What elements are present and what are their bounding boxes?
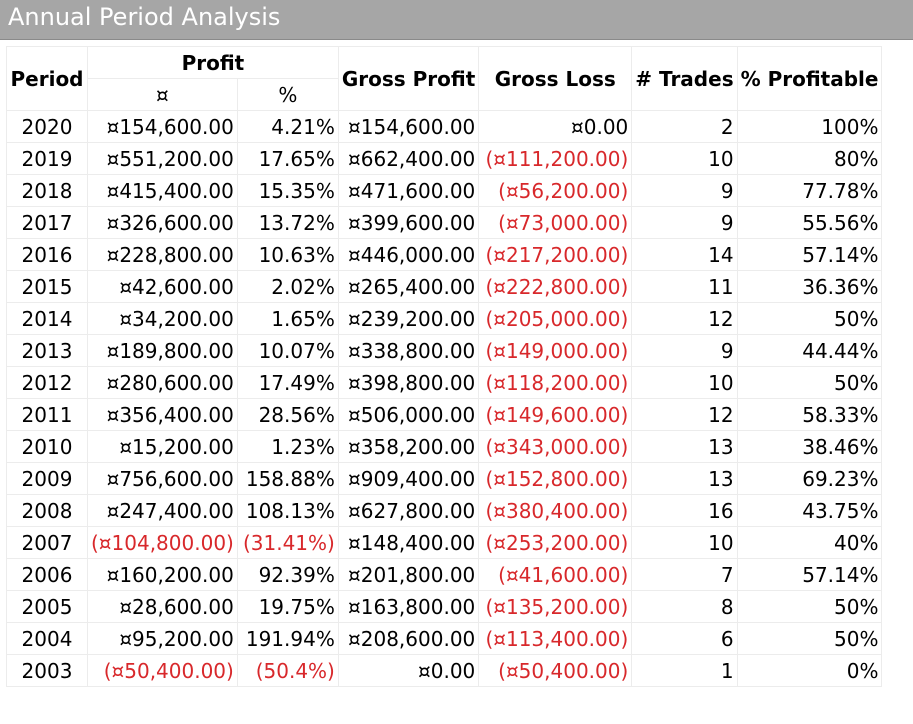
cell-gross-profit: ¤506,000.00 (338, 399, 478, 431)
cell-gross-loss: ¤0.00 (479, 111, 632, 143)
table-row (7, 175, 882, 207)
cell-trades: 10 (632, 143, 737, 175)
table-row (7, 655, 882, 687)
cell-profit-pct: 2.02% (237, 271, 338, 303)
cell-profit: ¤15,200.00 (88, 431, 238, 463)
table-row (7, 303, 882, 335)
cell-gross-profit: ¤163,800.00 (338, 591, 478, 623)
cell-period: 2009 (7, 463, 88, 495)
table-row (7, 399, 882, 431)
cell-gross-profit: ¤154,600.00 (338, 111, 478, 143)
cell-trades: 8 (632, 591, 737, 623)
cell-profit: ¤356,400.00 (88, 399, 238, 431)
cell-period: 2012 (7, 367, 88, 399)
cell-gross-loss: (¤149,600.00) (479, 399, 632, 431)
table-row (7, 495, 882, 527)
table-row (7, 207, 882, 239)
cell-period: 2004 (7, 623, 88, 655)
window-title: Annual Period Analysis (8, 3, 281, 31)
header-profit-currency: ¤ (88, 79, 238, 111)
cell-gross-loss: (¤111,200.00) (479, 143, 632, 175)
cell-profit-pct: (31.41%) (237, 527, 338, 559)
cell-period: 2013 (7, 335, 88, 367)
cell-profit-pct: 108.13% (237, 495, 338, 527)
cell-gross-loss: (¤380,400.00) (479, 495, 632, 527)
table-body (7, 111, 882, 687)
cell-gross-loss: (¤149,000.00) (479, 335, 632, 367)
table-row (7, 591, 882, 623)
header-gross-loss: Gross Loss (479, 47, 632, 111)
table-row (7, 367, 882, 399)
cell-profit-pct: 28.56% (237, 399, 338, 431)
cell-profit: ¤228,800.00 (88, 239, 238, 271)
cell-pct-profitable: 44.44% (737, 335, 882, 367)
table-row (7, 143, 882, 175)
cell-gross-profit: ¤399,600.00 (338, 207, 478, 239)
table-row (7, 111, 882, 143)
cell-profit: ¤280,600.00 (88, 367, 238, 399)
cell-gross-profit: ¤208,600.00 (338, 623, 478, 655)
cell-profit: ¤95,200.00 (88, 623, 238, 655)
cell-profit-pct: 4.21% (237, 111, 338, 143)
header-pct-profitable: % Profitable (737, 47, 882, 111)
cell-profit: ¤415,400.00 (88, 175, 238, 207)
cell-profit: ¤34,200.00 (88, 303, 238, 335)
cell-gross-profit: ¤0.00 (338, 655, 478, 687)
cell-profit: ¤154,600.00 (88, 111, 238, 143)
cell-pct-profitable: 0% (737, 655, 882, 687)
table-row (7, 463, 882, 495)
cell-pct-profitable: 100% (737, 111, 882, 143)
cell-profit-pct: 13.72% (237, 207, 338, 239)
cell-gross-profit: ¤239,200.00 (338, 303, 478, 335)
cell-trades: 13 (632, 431, 737, 463)
cell-profit-pct: 1.65% (237, 303, 338, 335)
cell-gross-loss: (¤253,200.00) (479, 527, 632, 559)
cell-period: 2017 (7, 207, 88, 239)
cell-profit-pct: 19.75% (237, 591, 338, 623)
cell-trades: 2 (632, 111, 737, 143)
cell-trades: 11 (632, 271, 737, 303)
cell-period: 2016 (7, 239, 88, 271)
cell-pct-profitable: 50% (737, 367, 882, 399)
cell-pct-profitable: 36.36% (737, 271, 882, 303)
cell-gross-profit: ¤446,000.00 (338, 239, 478, 271)
cell-pct-profitable: 57.14% (737, 239, 882, 271)
cell-profit: ¤326,600.00 (88, 207, 238, 239)
table-row (7, 559, 882, 591)
cell-trades: 9 (632, 335, 737, 367)
cell-gross-loss: (¤152,800.00) (479, 463, 632, 495)
cell-profit-pct: 10.63% (237, 239, 338, 271)
cell-gross-loss: (¤41,600.00) (479, 559, 632, 591)
header-period: Period (7, 47, 88, 111)
cell-gross-loss: (¤118,200.00) (479, 367, 632, 399)
table-row (7, 623, 882, 655)
cell-pct-profitable: 50% (737, 623, 882, 655)
cell-profit: ¤756,600.00 (88, 463, 238, 495)
cell-pct-profitable: 43.75% (737, 495, 882, 527)
cell-pct-profitable: 50% (737, 591, 882, 623)
cell-gross-profit: ¤148,400.00 (338, 527, 478, 559)
cell-period: 2019 (7, 143, 88, 175)
cell-period: 2003 (7, 655, 88, 687)
cell-gross-profit: ¤265,400.00 (338, 271, 478, 303)
cell-trades: 1 (632, 655, 737, 687)
cell-trades: 13 (632, 463, 737, 495)
cell-pct-profitable: 40% (737, 527, 882, 559)
cell-gross-profit: ¤471,600.00 (338, 175, 478, 207)
cell-gross-loss: (¤113,400.00) (479, 623, 632, 655)
cell-trades: 10 (632, 367, 737, 399)
cell-period: 2014 (7, 303, 88, 335)
cell-trades: 9 (632, 175, 737, 207)
cell-period: 2011 (7, 399, 88, 431)
cell-gross-loss: (¤217,200.00) (479, 239, 632, 271)
cell-period: 2018 (7, 175, 88, 207)
cell-profit: ¤189,800.00 (88, 335, 238, 367)
cell-trades: 14 (632, 239, 737, 271)
cell-period: 2007 (7, 527, 88, 559)
cell-profit-pct: 15.35% (237, 175, 338, 207)
cell-pct-profitable: 55.56% (737, 207, 882, 239)
annual-period-table (6, 46, 882, 687)
cell-profit-pct: 92.39% (237, 559, 338, 591)
cell-profit-pct: (50.4%) (237, 655, 338, 687)
cell-gross-loss: (¤50,400.00) (479, 655, 632, 687)
cell-pct-profitable: 77.78% (737, 175, 882, 207)
cell-profit: (¤104,800.00) (88, 527, 238, 559)
cell-profit-pct: 17.49% (237, 367, 338, 399)
cell-trades: 10 (632, 527, 737, 559)
cell-trades: 12 (632, 303, 737, 335)
cell-pct-profitable: 80% (737, 143, 882, 175)
cell-profit: ¤28,600.00 (88, 591, 238, 623)
cell-gross-profit: ¤338,800.00 (338, 335, 478, 367)
cell-gross-profit: ¤358,200.00 (338, 431, 478, 463)
cell-gross-loss: (¤73,000.00) (479, 207, 632, 239)
window-titlebar (0, 0, 913, 40)
cell-trades: 7 (632, 559, 737, 591)
cell-profit: ¤247,400.00 (88, 495, 238, 527)
cell-pct-profitable: 50% (737, 303, 882, 335)
table-row (7, 431, 882, 463)
cell-profit: ¤160,200.00 (88, 559, 238, 591)
cell-trades: 16 (632, 495, 737, 527)
cell-pct-profitable: 38.46% (737, 431, 882, 463)
cell-period: 2006 (7, 559, 88, 591)
cell-pct-profitable: 57.14% (737, 559, 882, 591)
cell-period: 2015 (7, 271, 88, 303)
cell-profit-pct: 191.94% (237, 623, 338, 655)
cell-gross-profit: ¤398,800.00 (338, 367, 478, 399)
cell-gross-loss: (¤222,800.00) (479, 271, 632, 303)
header-profit-pct: % (237, 79, 338, 111)
cell-gross-loss: (¤343,000.00) (479, 431, 632, 463)
cell-gross-loss: (¤205,000.00) (479, 303, 632, 335)
cell-profit-pct: 17.65% (237, 143, 338, 175)
cell-profit-pct: 158.88% (237, 463, 338, 495)
cell-profit-pct: 10.07% (237, 335, 338, 367)
cell-gross-profit: ¤201,800.00 (338, 559, 478, 591)
header-gross-profit: Gross Profit (338, 47, 478, 111)
cell-trades: 6 (632, 623, 737, 655)
header-trades: # Trades (632, 47, 737, 111)
cell-gross-profit: ¤627,800.00 (338, 495, 478, 527)
cell-period: 2010 (7, 431, 88, 463)
cell-pct-profitable: 58.33% (737, 399, 882, 431)
table-row (7, 239, 882, 271)
cell-profit: ¤42,600.00 (88, 271, 238, 303)
table-row (7, 527, 882, 559)
cell-trades: 9 (632, 207, 737, 239)
cell-gross-loss: (¤56,200.00) (479, 175, 632, 207)
header-profit: Profit (88, 47, 339, 79)
cell-trades: 12 (632, 399, 737, 431)
cell-gross-loss: (¤135,200.00) (479, 591, 632, 623)
table-row (7, 271, 882, 303)
cell-profit: (¤50,400.00) (88, 655, 238, 687)
cell-period: 2008 (7, 495, 88, 527)
cell-pct-profitable: 69.23% (737, 463, 882, 495)
cell-profit-pct: 1.23% (237, 431, 338, 463)
cell-gross-profit: ¤662,400.00 (338, 143, 478, 175)
cell-gross-profit: ¤909,400.00 (338, 463, 478, 495)
cell-period: 2005 (7, 591, 88, 623)
cell-period: 2020 (7, 111, 88, 143)
table-row (7, 335, 882, 367)
cell-profit: ¤551,200.00 (88, 143, 238, 175)
